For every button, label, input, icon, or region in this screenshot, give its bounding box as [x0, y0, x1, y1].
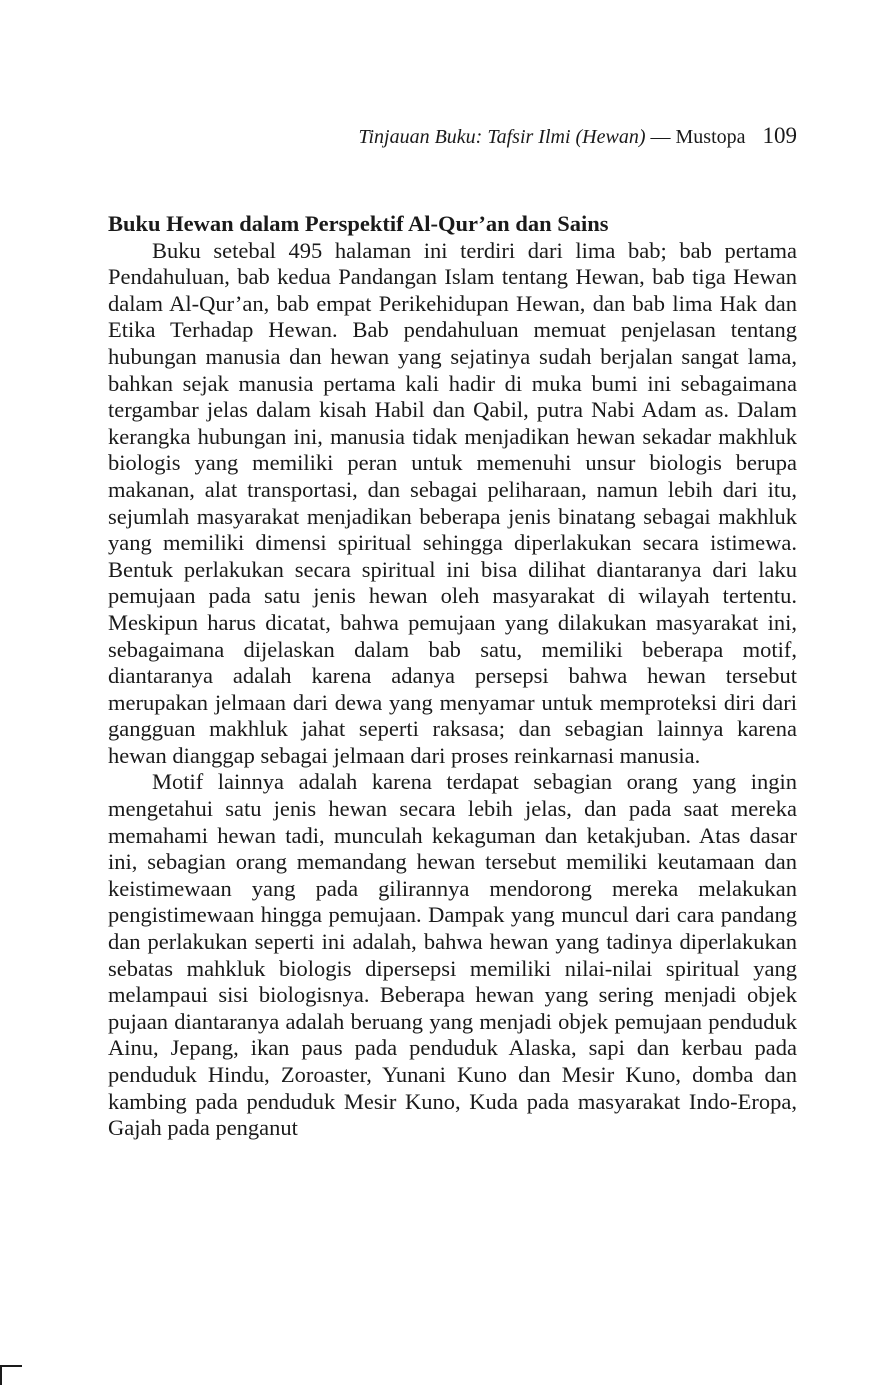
running-head-separator: —: [650, 126, 671, 148]
crop-mark: [0, 1365, 22, 1385]
page-body: [108, 211, 797, 1142]
running-head: [0, 122, 797, 151]
page-number: 109: [762, 123, 797, 148]
running-head-title: Tinjauan Buku: Tafsir Ilmi (Hewan): [358, 126, 646, 148]
running-head-author: Mustopa: [675, 126, 746, 148]
section-heading: Buku Hewan dalam Perspektif Al-Qur’an dan Sains: [108, 211, 609, 236]
paragraph-1: Buku setebal 495 halaman ini terdiri dari lima bab; bab pertama Pendahuluan, bab kedua Pandangan Islam tentang Hewan, bab tiga Hewan dalam Al-Qur’an, bab empat Perikehidupan Hewan, dan bab lima Hak dan Etika Terhadap Hewan. Bab pendahuluan memuat penjelasan tentang hubungan manusia dan hewan yang sejatinya sudah berjalan sangat lama, bahkan sejak manusia pertama kali hadir di muka bumi ini sebagaimana tergambar jelas dalam kisah Habil dan Qabil, putra Nabi Adam as. Dalam kerangka hubungan ini, manusia tidak menjadikan hewan sekadar makhluk biologis yang memiliki peran untuk memenuhi unsur biologis berupa makanan, alat transportasi, dan sebagai peliharaan, namun lebih dari itu, sejumlah masyarakat menjadikan beberapa jenis binatang sebagai makhluk yang memiliki dimensi spiritual sehingga diperlakukan secara istimewa. Bentuk perlakukan secara spiritual ini bisa dilihat diantaranya dari laku pemujaan pada satu jenis hewan oleh masyarakat di wilayah tertentu. Meskipun harus dicatat, bahwa pemujaan yang dilakukan masyarakat ini, sebagaimana dijelaskan dalam bab satu, memiliki beberapa motif, diantaranya adalah karena adanya persepsi bahwa hewan tersebut merupakan jelmaan dari dewa yang menyamar untuk memproteksi diri dari gangguan makhluk jahat seperti raksasa; dan sebagian lainnya karena hewan dianggap sebagai jelmaan dari proses reinkarnasi manusia.: [108, 237, 797, 768]
paragraph-2: Motif lainnya adalah karena terdapat sebagian orang yang ingin mengetahui satu jenis hewan secara lebih jelas, dan pada saat mereka memahami hewan tadi, munculah kekaguman dan ketakjuban. Atas dasar ini, sebagian orang memandang hewan tersebut memiliki keutamaan dan keistimewaan yang pada gilirannya mendorong mereka melakukan pengistimewaan hingga pemujaan. Dampak yang muncul dari cara pandang dan perlakukan seperti ini adalah, bahwa hewan yang tadinya diperlakukan sebatas mahkluk biologis dipersepsi memiliki nilai-nilai spiritual yang melampaui sisi biologisnya. Beberapa hewan yang sering menjadi objek pujaan diantaranya adalah beruang yang menjadi objek pemujaan penduduk Ainu, Jepang, ikan paus pada penduduk Alaska, sapi dan kerbau pada penduduk Hindu, Zoroaster, Yunani Kuno dan Mesir Kuno, domba dan kambing pada penduduk Mesir Kuno, Kuda pada masyarakat Indo-Eropa, Gajah pada penganut: [108, 769, 797, 1141]
